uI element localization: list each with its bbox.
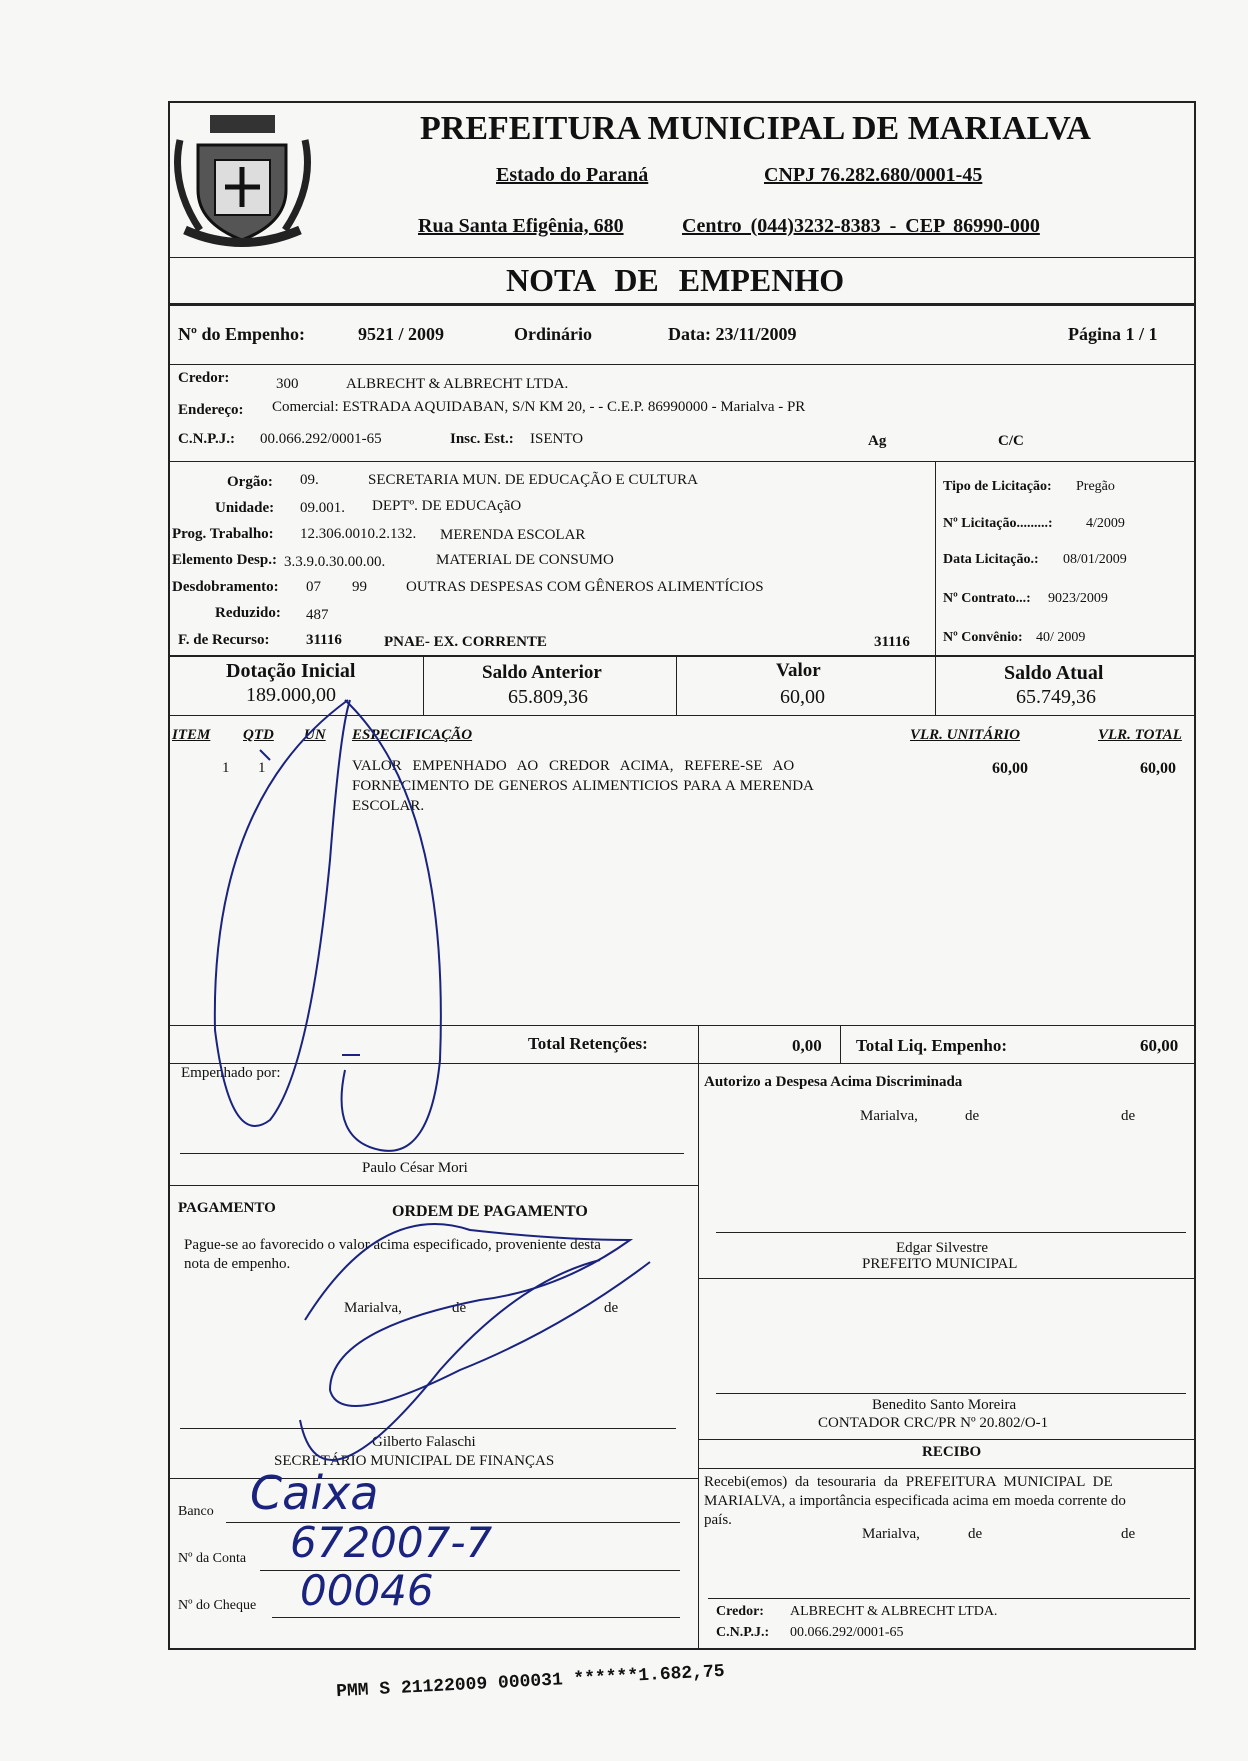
- saldo-atual: 65.749,36: [1016, 686, 1096, 708]
- saldo-anterior-label: Saldo Anterior: [482, 662, 602, 683]
- empenho-number: 9521 / 2009: [358, 324, 445, 344]
- orgao-label: Orgão:: [227, 474, 273, 490]
- recibo-text-line1: Recebi(emos) da tesouraria da PREFEITURA MUNICIPAL DE: [704, 1474, 1113, 1490]
- fonte-label: F. de Recurso:: [178, 632, 270, 648]
- unidade-label: Unidade:: [215, 500, 275, 516]
- empenho-type: Ordinário: [514, 324, 593, 344]
- col-qtd: QTD: [243, 727, 274, 743]
- retencoes-value: 0,00: [792, 1036, 822, 1055]
- recibo-credor-label: Credor:: [716, 1604, 764, 1619]
- desdobramento-label: Desdobramento:: [172, 579, 279, 595]
- retencoes-label: Total Retenções:: [528, 1034, 648, 1053]
- fonte-right: 31116: [874, 634, 910, 650]
- prog-code: 12.306.0010.2.132.: [300, 526, 417, 542]
- document-title: NOTA DE EMPENHO: [506, 262, 845, 298]
- saldo-atual-label: Saldo Atual: [1004, 662, 1104, 684]
- pagamento-de2: de: [604, 1300, 619, 1316]
- insc-value: ISENTO: [530, 431, 584, 447]
- ag-label: Ag: [868, 433, 887, 449]
- prefeito-role: PREFEITO MUNICIPAL: [862, 1256, 1018, 1272]
- empenho-label: Nº do Empenho:: [178, 324, 305, 344]
- item-unit-value: 60,00: [992, 760, 1028, 777]
- convenio-value: 40/ 2009: [1036, 630, 1086, 645]
- contrato-value: 9023/2009: [1048, 591, 1108, 606]
- reduzido-label: Reduzido:: [215, 605, 281, 621]
- dotacao-inicial: 189.000,00: [246, 684, 336, 706]
- empenho-date: Data: 23/11/2009: [668, 324, 797, 344]
- prog-label: Prog. Trabalho:: [172, 526, 274, 542]
- pagamento-text-line1: Pague-se ao favorecido o valor acima especificado, proveniente desta: [184, 1237, 601, 1253]
- unidade-code: 09.001.: [300, 500, 345, 516]
- recibo-credor: ALBRECHT & ALBRECHT LTDA.: [790, 1604, 998, 1619]
- pagamento-title: PAGAMENTO: [178, 1200, 276, 1216]
- banco-handwritten: Caixa: [250, 1466, 379, 1520]
- cheque-label: Nº do Cheque: [178, 1598, 257, 1613]
- desdobramento-code: 07: [306, 579, 321, 595]
- elemento-desc: MATERIAL DE CONSUMO: [436, 552, 614, 568]
- item-number: 1: [222, 760, 230, 776]
- credor-label: Credor:: [178, 370, 230, 386]
- recibo-text-line3: país.: [704, 1512, 732, 1528]
- item-desc-line1: VALOR EMPENHADO AO CREDOR ACIMA, REFERE-SE AO: [352, 758, 795, 774]
- convenio-label: Nº Convênio:: [943, 630, 1023, 645]
- empenhado-signer: Paulo César Mori: [362, 1160, 468, 1176]
- municipal-cnpj: CNPJ 76.282.680/0001-45: [764, 164, 983, 186]
- num-licitacao: 4/2009: [1086, 516, 1125, 531]
- item-qtd: 1: [258, 760, 266, 776]
- prog-desc: MERENDA ESCOLAR: [440, 527, 586, 543]
- elemento-code: 3.3.9.0.30.00.00.: [284, 554, 386, 570]
- credor-code: 300: [276, 376, 299, 392]
- reduzido-value: 487: [306, 607, 329, 623]
- recibo-title: RECIBO: [922, 1444, 982, 1460]
- gilberto-signer: Gilberto Falaschi: [372, 1434, 476, 1450]
- page-number: Página 1 / 1: [1068, 324, 1158, 344]
- address-rest: Centro (044)3232-8383 - CEP 86990-000: [682, 215, 1040, 237]
- credor-name: ALBRECHT & ALBRECHT LTDA.: [346, 376, 569, 392]
- address-street: Rua Santa Efigênia, 680: [418, 215, 624, 237]
- total-liq-label: Total Liq. Empenho:: [856, 1036, 1007, 1055]
- item-desc-line2: FORNECIMENTO DE GENEROS ALIMENTICIOS PARA A MERENDA: [352, 778, 814, 794]
- valor-amount: 60,00: [780, 686, 825, 708]
- cnpj-label: C.N.P.J.:: [178, 431, 235, 447]
- recibo-de1: de: [968, 1526, 983, 1542]
- recibo-de2: de: [1121, 1526, 1136, 1542]
- empenhado-label: Empenhado por:: [181, 1065, 281, 1081]
- col-vlr-unitario: VLR. UNITÁRIO: [910, 727, 1021, 743]
- item-total-value: 60,00: [1140, 760, 1176, 777]
- recibo-cnpj: 00.066.292/0001-65: [790, 1625, 904, 1640]
- orgao-desc: SECRETARIA MUN. DE EDUCAÇÃO E CULTURA: [368, 472, 698, 488]
- desdobramento-desc: OUTRAS DESPESAS COM GÊNEROS ALIMENTÍCIOS: [406, 579, 764, 595]
- contador-name: Benedito Santo Moreira: [872, 1397, 1017, 1413]
- num-licitacao-label: Nº Licitação.........:: [943, 516, 1053, 531]
- cc-label: C/C: [998, 433, 1024, 449]
- credor-cnpj: 00.066.292/0001-65: [260, 431, 382, 447]
- conta-handwritten: 672007-7: [290, 1518, 493, 1567]
- contrato-label: Nº Contrato...:: [943, 591, 1031, 606]
- data-licitacao-label: Data Licitação.:: [943, 552, 1039, 567]
- col-un: UN: [304, 727, 326, 743]
- insc-label: Insc. Est.:: [450, 431, 514, 447]
- col-especificacao: ESPECIFICAÇÃO: [352, 727, 473, 743]
- desdobramento-code2: 99: [352, 579, 367, 595]
- page-title: PREFEITURA MUNICIPAL DE MARIALVA: [420, 110, 1091, 147]
- payment-stamp: PMM S 21122009 000031 ******1.682,75: [335, 1661, 726, 1703]
- col-vlr-total: VLR. TOTAL: [1098, 727, 1182, 743]
- ordem-pagamento-title: ORDEM DE PAGAMENTO: [392, 1203, 588, 1220]
- credor-address: Comercial: ESTRADA AQUIDABAN, S/N KM 20, - - C.E.P. 86990000 - Marialva - PR: [272, 399, 806, 415]
- fonte-desc: PNAE- EX. CORRENTE: [384, 634, 547, 650]
- recibo-city: Marialva,: [862, 1526, 920, 1542]
- autorizo-city: Marialva,: [860, 1108, 918, 1124]
- recibo-cnpj-label: C.N.P.J.:: [716, 1625, 770, 1640]
- pagamento-de1: de: [452, 1300, 467, 1316]
- valor-label: Valor: [776, 660, 821, 681]
- total-liq-value: 60,00: [1140, 1036, 1179, 1055]
- pagamento-city: Marialva,: [344, 1300, 402, 1316]
- recibo-text-line2: MARIALVA, a importância especificada acima em moeda corrente do: [704, 1493, 1126, 1509]
- unidade-desc: DEPTº. DE EDUCAçãO: [372, 498, 522, 514]
- tipo-licitacao: Pregão: [1076, 479, 1115, 494]
- orgao-code: 09.: [300, 472, 319, 488]
- cheque-handwritten: 00046: [300, 1566, 434, 1615]
- gilberto-role: SECRETÁRIO MUNICIPAL DE FINANÇAS: [274, 1453, 555, 1469]
- item-desc-line3: ESCOLAR.: [352, 798, 425, 814]
- saldo-anterior: 65.809,36: [508, 686, 588, 708]
- tipo-licitacao-label: Tipo de Licitação:: [943, 479, 1052, 494]
- pagamento-text-line2: nota de empenho.: [184, 1256, 291, 1272]
- col-item: ITEM: [172, 727, 211, 743]
- dotacao-inicial-label: Dotação Inicial: [226, 660, 356, 682]
- conta-label: Nº da Conta: [178, 1551, 247, 1566]
- contador-role: CONTADOR CRC/PR Nº 20.802/O-1: [818, 1415, 1049, 1431]
- banco-label: Banco: [178, 1504, 214, 1519]
- autorizo-de2: de: [1121, 1108, 1136, 1124]
- address-label: Endereço:: [178, 402, 244, 418]
- data-licitacao: 08/01/2009: [1063, 552, 1127, 567]
- state-name: Estado do Paraná: [496, 164, 649, 186]
- autorizo-de1: de: [965, 1108, 980, 1124]
- elemento-label: Elemento Desp.:: [172, 552, 277, 568]
- autorizo-label: Autorizo a Despesa Acima Discriminada: [704, 1074, 963, 1090]
- prefeito-name: Edgar Silvestre: [896, 1240, 989, 1256]
- fonte-code: 31116: [306, 632, 342, 648]
